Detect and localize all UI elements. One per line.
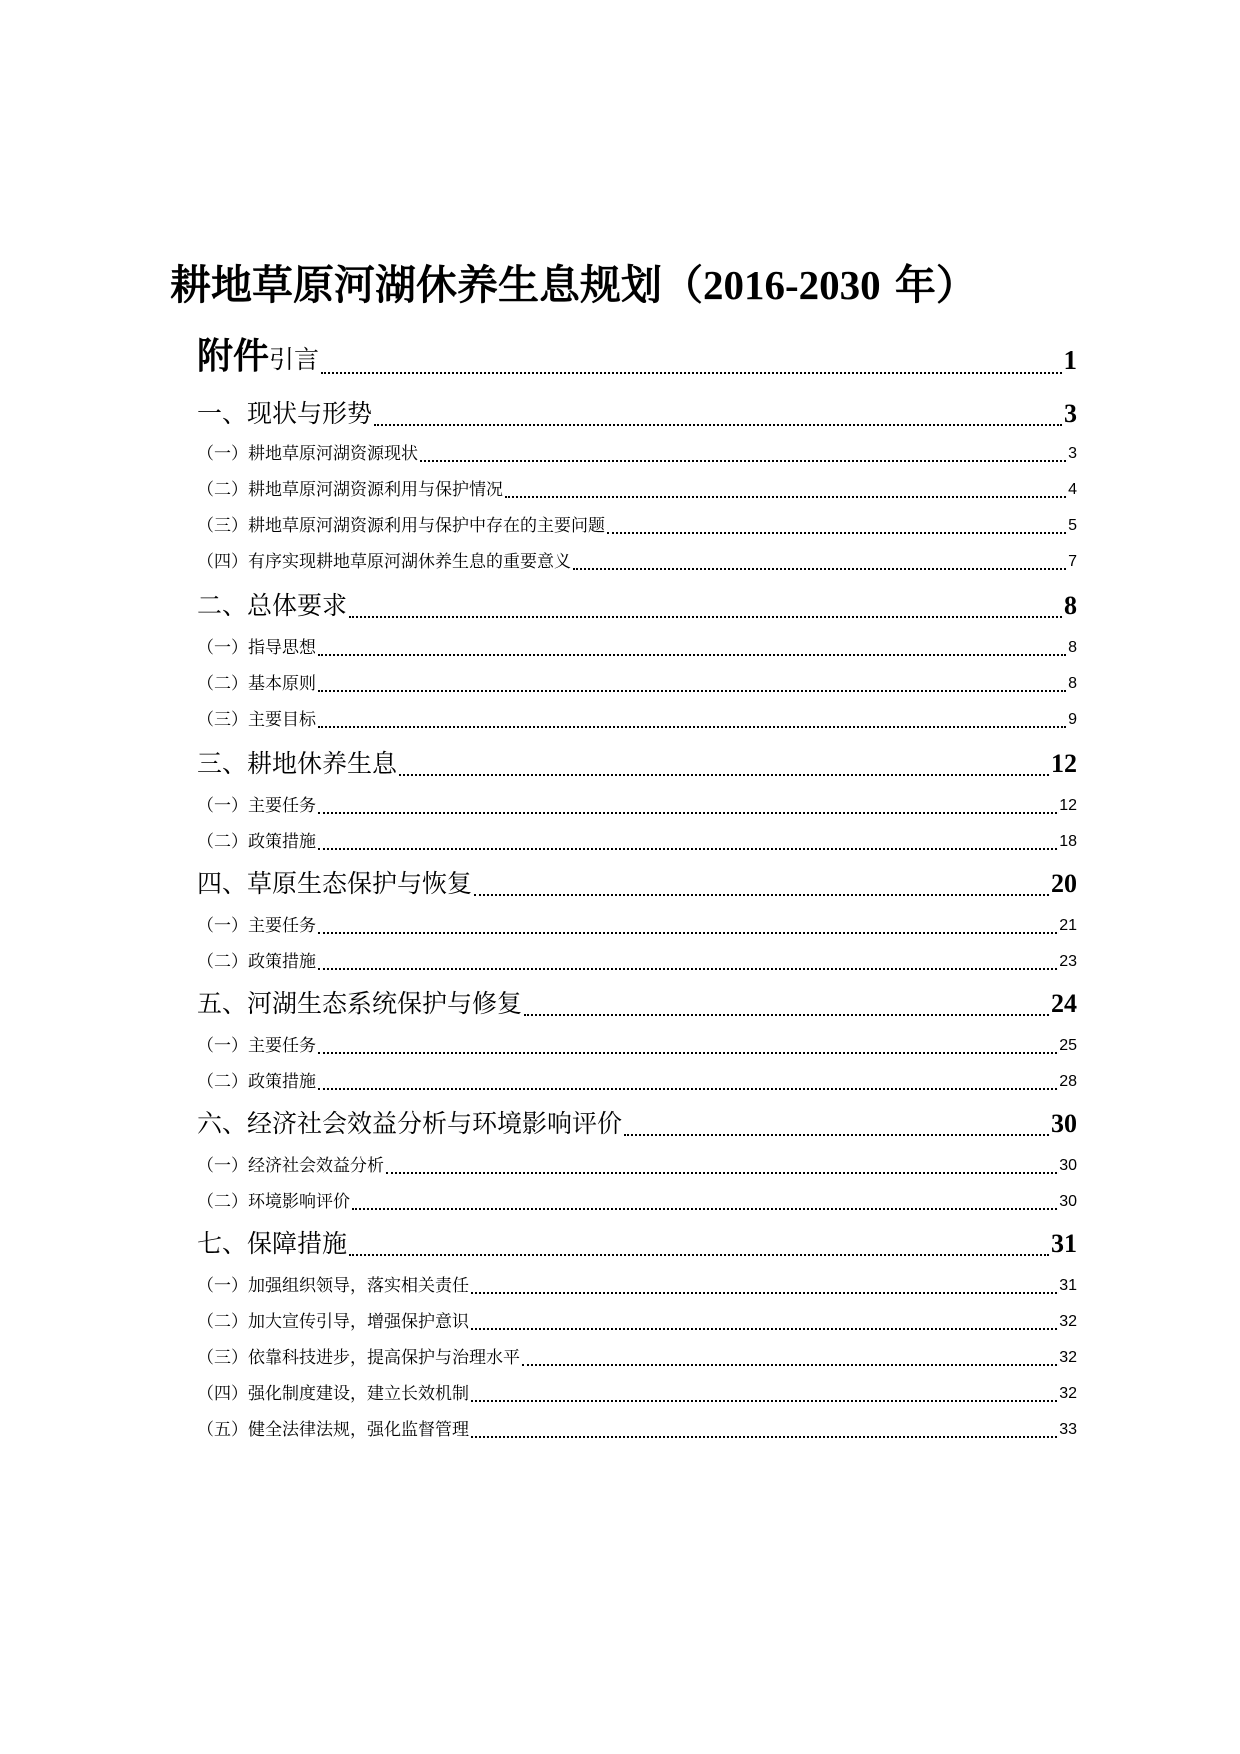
toc-section-7-5[interactable]: [197, 1416, 1077, 1444]
toc-section-4-2[interactable]: [197, 948, 1077, 976]
toc-section-label: （一）主要任务: [197, 796, 316, 816]
toc-section-page: 21: [1059, 917, 1077, 934]
toc-section-page: 30: [1059, 1193, 1077, 1210]
toc-section-7-2[interactable]: [197, 1308, 1077, 1336]
toc-section-page: 25: [1059, 1037, 1077, 1054]
toc-section-1-3[interactable]: [197, 512, 1077, 540]
toc-section-page: 32: [1059, 1313, 1077, 1330]
toc-chapter-label: 七、保障措施: [197, 1229, 348, 1258]
toc-section-3-2[interactable]: [197, 828, 1077, 856]
toc-section-page: 3: [1068, 445, 1077, 462]
toc-section-label: （二）耕地草原河湖资源利用与保护情况: [197, 480, 503, 500]
toc-section-7-1[interactable]: [197, 1272, 1077, 1300]
toc-section-label: （三）耕地草原河湖资源利用与保护中存在的主要问题: [197, 516, 605, 536]
dot-leader: [624, 1134, 1049, 1136]
toc-section-label: （三）依靠科技进步，提高保护与治理水平: [197, 1348, 520, 1368]
toc-section-page: 32: [1059, 1385, 1077, 1402]
toc-chapter-page: 8: [1064, 591, 1077, 620]
toc-section-page: 30: [1059, 1157, 1077, 1174]
dot-leader: [573, 568, 1066, 570]
dot-leader: [318, 848, 1057, 850]
toc-chapter-6[interactable]: [197, 1106, 1077, 1142]
dot-leader: [505, 496, 1066, 498]
dot-leader: [318, 812, 1057, 814]
dot-leader: [318, 690, 1066, 692]
toc-entry-intro[interactable]: [197, 336, 1077, 380]
document-title-text: 耕地草原河湖休养生息规划（: [170, 261, 703, 310]
toc-section-label: （一）主要任务: [197, 916, 316, 936]
dot-leader: [524, 1014, 1049, 1016]
document-title-suffix: 年）: [880, 261, 977, 310]
dot-leader: [318, 654, 1066, 656]
toc-chapter-page: 30: [1051, 1109, 1077, 1138]
toc-section-page: 18: [1059, 833, 1077, 850]
toc-section-page: 4: [1068, 481, 1077, 498]
toc-chapter-1[interactable]: [197, 396, 1077, 432]
toc-chapter-page: 24: [1051, 989, 1077, 1018]
toc-section-1-4[interactable]: [197, 548, 1077, 576]
toc-section-1-1[interactable]: [197, 440, 1077, 468]
toc-chapter-page: 12: [1051, 749, 1077, 778]
toc-section-5-1[interactable]: [197, 1032, 1077, 1060]
toc-section-page: 32: [1059, 1349, 1077, 1366]
toc-section-2-2[interactable]: [197, 670, 1077, 698]
toc-section-page: 31: [1059, 1277, 1077, 1294]
toc-chapter-5[interactable]: [197, 986, 1077, 1022]
toc-section-5-2[interactable]: [197, 1068, 1077, 1096]
dot-leader: [318, 932, 1057, 934]
toc-section-page: 8: [1068, 639, 1077, 656]
toc-section-page: 7: [1068, 553, 1077, 570]
dot-leader: [374, 424, 1062, 426]
toc-section-page: 5: [1068, 517, 1077, 534]
dot-leader: [349, 1254, 1049, 1256]
toc-section-label: （一）指导思想: [197, 638, 316, 658]
dot-leader: [607, 532, 1066, 534]
toc-section-label: （二）政策措施: [197, 832, 316, 852]
toc-chapter-4[interactable]: [197, 866, 1077, 902]
dot-leader: [318, 968, 1057, 970]
dot-leader: [420, 460, 1066, 462]
toc-section-label: （一）加强组织领导，落实相关责任: [197, 1276, 469, 1296]
toc-intro-page: 1: [1063, 345, 1077, 375]
toc-section-label: （一）主要任务: [197, 1036, 316, 1056]
dot-leader: [522, 1364, 1057, 1366]
toc-section-4-1[interactable]: [197, 912, 1077, 940]
toc-section-label: （一）经济社会效益分析: [197, 1156, 384, 1176]
toc-chapter-label: 一、现状与形势: [197, 399, 373, 428]
toc-section-3-1[interactable]: [197, 792, 1077, 820]
toc-intro-prefix: 附件: [197, 336, 270, 377]
toc-section-label: （一）耕地草原河湖资源现状: [197, 444, 418, 464]
toc-section-page: 33: [1059, 1421, 1077, 1438]
toc-chapter-label: 四、草原生态保护与恢复: [197, 869, 473, 898]
toc-chapter-label: 五、河湖生态系统保护与修复: [197, 989, 523, 1018]
toc-section-7-4[interactable]: [197, 1380, 1077, 1408]
toc-section-label: （二）环境影响评价: [197, 1192, 350, 1212]
dot-leader: [471, 1436, 1057, 1438]
toc-section-page: 23: [1059, 953, 1077, 970]
dot-leader: [318, 1088, 1057, 1090]
toc-chapter-label: 三、耕地休养生息: [197, 749, 398, 778]
toc-entry-intro-label: [197, 337, 319, 380]
toc-intro-label: 引言: [269, 345, 320, 374]
toc-section-label: （三）主要目标: [197, 710, 316, 730]
dot-leader: [321, 372, 1061, 374]
document-title-years: 2016-2030: [703, 262, 881, 309]
toc-chapter-7[interactable]: [197, 1226, 1077, 1262]
toc-section-page: 12: [1059, 797, 1077, 814]
dot-leader: [386, 1172, 1057, 1174]
dot-leader: [474, 894, 1049, 896]
toc-section-1-2[interactable]: [197, 476, 1077, 504]
toc-chapter-3[interactable]: [197, 746, 1077, 782]
toc-section-page: 9: [1068, 711, 1077, 728]
toc-section-label: （二）政策措施: [197, 952, 316, 972]
dot-leader: [471, 1400, 1057, 1402]
toc-section-label: （五）健全法律法规，强化监督管理: [197, 1420, 469, 1440]
toc-section-label: （四）强化制度建设，建立长效机制: [197, 1384, 469, 1404]
toc-section-label: （二）加大宣传引导，增强保护意识: [197, 1312, 469, 1332]
toc-chapter-2[interactable]: [197, 588, 1077, 624]
toc-chapter-page: 20: [1051, 869, 1077, 898]
toc-section-label: （四）有序实现耕地草原河湖休养生息的重要意义: [197, 552, 571, 572]
table-of-contents: [197, 0, 1077, 1754]
dot-leader: [318, 1052, 1057, 1054]
toc-section-label: （二）政策措施: [197, 1072, 316, 1092]
dot-leader: [318, 726, 1066, 728]
toc-chapter-label: 二、总体要求: [197, 591, 348, 620]
toc-section-6-2[interactable]: [197, 1188, 1077, 1216]
dot-leader: [399, 774, 1049, 776]
dot-leader: [471, 1328, 1057, 1330]
toc-section-7-3[interactable]: [197, 1344, 1077, 1372]
toc-chapter-page: 3: [1064, 399, 1077, 428]
toc-section-6-1[interactable]: [197, 1152, 1077, 1180]
toc-section-2-3[interactable]: [197, 706, 1077, 734]
dot-leader: [352, 1208, 1057, 1210]
toc-section-label: （二）基本原则: [197, 674, 316, 694]
toc-section-page: 8: [1068, 675, 1077, 692]
toc-chapter-label: 六、经济社会效益分析与环境影响评价: [197, 1109, 623, 1138]
toc-section-page: 28: [1059, 1073, 1077, 1090]
dot-leader: [471, 1292, 1057, 1294]
dot-leader: [349, 616, 1062, 618]
toc-section-2-1[interactable]: [197, 634, 1077, 662]
toc-chapter-page: 31: [1051, 1229, 1077, 1258]
